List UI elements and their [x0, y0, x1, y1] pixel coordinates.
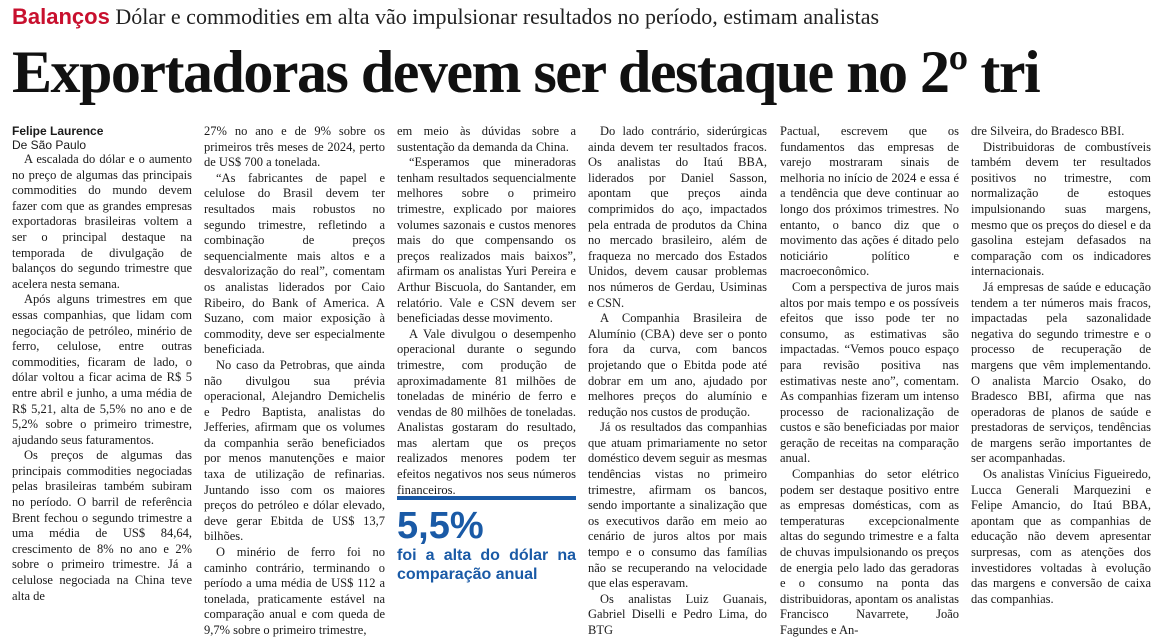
paragraph: “As fabricantes de papel e celulose do Brasil devem ter resultados mais robustos no segundo trimestre, refletindo a combinação de preços sequencialmente mais altos e a desvalorização do real”, comentam os analistas liderados por Caio Ribeiro, do Bank of America. A Suzano, com maior exposição à commodity, deve ser especialmente beneficiada. [204, 170, 385, 357]
paragraph: Do lado contrário, siderúrgicas ainda devem ter resultados fracos. Os analistas do Itaú BBA, liderados por Daniel Sasson, apontam que preços ainda comprimidos do aço, impactados pela entrada de produtos da China no mercado brasileiro, além de fraqueza no mercado dos Estados Unidos, devem causar problemas nos números de Gerdau, Usiminas e CSN. [588, 124, 767, 310]
paragraph: Pactual, escrevem que os fundamentos das empresas de varejo mostraram sinais de melhoria no início de 2024 e essa é a tendência que deve continuar ao longo dos próximos trimestres. No entanto, o banco diz que o movimento das ações é ditado pelo noticiário político e macroeconômico. [780, 124, 959, 279]
byline-location: De São Paulo [12, 138, 87, 152]
callout-text: foi a alta do dólar na comparação anual [397, 547, 576, 583]
paragraph: No caso da Petrobras, que ainda não divulgou sua prévia operacional, Alejandro Demichelis e Pedro Baptista, analistas do Jefferies, afirmam que os volumes da companhia serão beneficiados por menos manutenções e maior taxa de utilização de refinarias. Juntando isso com os maiores preços do petróleo e dólar elevado, deve gerar Ebitda de US$ 13,7 bilhões. [204, 357, 385, 544]
headline: Exportadoras devem ser destaque no 2º tri [12, 39, 1040, 105]
callout-box [397, 496, 576, 584]
subheadline: Dólar e commodities em alta vão impulsionar resultados no período, estimam analistas [115, 4, 880, 29]
article-column-1 [12, 124, 192, 603]
paragraph: Com a perspectiva de juros mais altos por mais tempo e os possíveis efeitos que isso pode ter no consumo, as estimativas são impactadas. “Vemos pouco espaço para revisão positiva nas estimativas neste ano”, comentam. As companhias fizeram um intenso processo de racionalização de custos e são beneficiadas por maior geração de receitas na comparação anual. [780, 279, 959, 466]
paragraph: Já os resultados das companhias que atuam primariamente no setor doméstico devem seguir as mesmas tendências vistas no primeiro trimestre, afirmam os bancos, sendo importante a sinalização que os executivos darão em meio ao cenário de juros altos por mais tempo e o consumo das famílias não se recuperando na velocidade que elas esperavam. [588, 420, 767, 591]
section-kicker: Balanços [12, 4, 110, 29]
paragraph: “Esperamos que mineradoras tenham resultados sequencialmente melhores sobre o primeiro trimestre, explicado por maiores volumes sazonais e custos menores mais do que compensando os preços realizados mais baixos”, afirmam os analistas Yuri Pereira e Arthur Biscuola, do Santander, em relatório. Vale e CSN devem ser beneficiadas desse movimento. [397, 155, 576, 326]
article-column-6 [971, 124, 1151, 606]
paragraph: em meio às dúvidas sobre a sustentação da demanda da China. [397, 124, 576, 154]
column-3-text [397, 124, 576, 496]
paragraph: A Companhia Brasileira de Alumínio (CBA) deve ser o ponto fora da curva, com bancos projetando que o Ebitda pode até dobrar em um ano, ajudado por melhores preços do alumínio e redução nos custos de produção. [588, 311, 767, 419]
paragraph: A Vale divulgou o desempenho operacional durante o segundo trimestre, com produção de aproximadamente 81 milhões de toneladas de minério de ferro e vendas de 80 milhões de toneladas. Analistas gostaram do resultado, mas alertam que os preços realizados menores podem ter efeitos negativos nos seus números financeiros. [397, 326, 576, 497]
paragraph: dre Silveira, do Bradesco BBI. [971, 124, 1125, 138]
article-column-5 [780, 124, 959, 637]
paragraph: Companhias do setor elétrico podem ser destaque positivo entre as empresas domésticas, com as temperaturas excepcionalmente altas do segundo trimestre e a falta de chuvas impulsionando os preços de energia pelo lado das geradoras e o consumo na ponta das distribuidoras, apontam os analistas Francisco Navarrete, João Fagundes e An- [780, 467, 959, 637]
article-column-2 [204, 124, 385, 637]
paragraph: 27% no ano e de 9% sobre os primeiros três meses de 2024, perto de US$ 700 a tonelada. [204, 124, 385, 170]
byline-author: Felipe Laurence [12, 124, 104, 138]
paragraph: Já empresas de saúde e educação tendem a ter números mais fracos, impactadas pela sazonalidade negativa do segundo trimestre e o processo de recuperação de margens que vêm implementando. O analista Marcio Osako, do Bradesco BBI, afirma que nas operadoras de planos de saúde e prestadoras de serviços, tendências de margens serão importantes de ser acompanhadas. [971, 279, 1151, 466]
paragraph: O minério de ferro foi no caminho contrário, terminando o período a uma média de US$ 112 a tonelada, praticamente estável na comparação anual e com queda de 9,7% sobre o primeiro trimestre, [204, 545, 385, 637]
article-column-4 [588, 124, 767, 637]
paragraph: Após alguns trimestres em que essas companhias, que lidam com negociação de petróleo, minério de ferro, celulose, entre outras commodities, ficaram de lado, o dólar voltou a ficar acima de R$ 5 entre abril e junho, a uma média de R$ 5,21, alta de 5,5% no ano e de 5,2% sobre o primeiro trimestre, ajudando seus faturamentos. [12, 292, 192, 447]
paragraph: Os analistas Luiz Guanais, Gabriel Diselli e Pedro Lima, do BTG [588, 591, 767, 637]
article-column-3 [397, 124, 576, 584]
paragraph: Distribuidoras de combustíveis também devem ter resultados positivos no trimestre, com normalização de estoques impulsionando suas margens, mesmo que os preços do diesel e da gasolina estejam defasados na comparação com os indicadores internacionais. [971, 139, 1151, 279]
paragraph: A escalada do dólar e o aumento no preço de algumas das principais commodities do mundo devem fazer com que as grandes empresas exportadoras brasileiras voltem a ser o principal destaque na temporada de divulgação de balanços do segundo trimestre que acelera nesta semana. [12, 152, 192, 291]
paragraph: Os preços de algumas das principais commodities negociadas pelas brasileiras também subiram no período. O barril de referência Brent fechou o segundo trimestre a uma média de US$ 84,64, crescimento de 8% no ano e 2% sobre o primeiro trimestre. Já a celulose negociada na China teve alta de [12, 448, 192, 603]
callout-number: 5,5% [397, 505, 484, 547]
paragraph: Os analistas Vinícius Figueiredo, Lucca Generali Marquezini e Felipe Amancio, do Itaú BBA, apontam que as companhias de educação não devem apresentar surpresas, com as atenções dos investidores voltadas à evolução das margens e conversão de caixa das companhias. [971, 467, 1151, 606]
kicker-line [12, 4, 1152, 30]
